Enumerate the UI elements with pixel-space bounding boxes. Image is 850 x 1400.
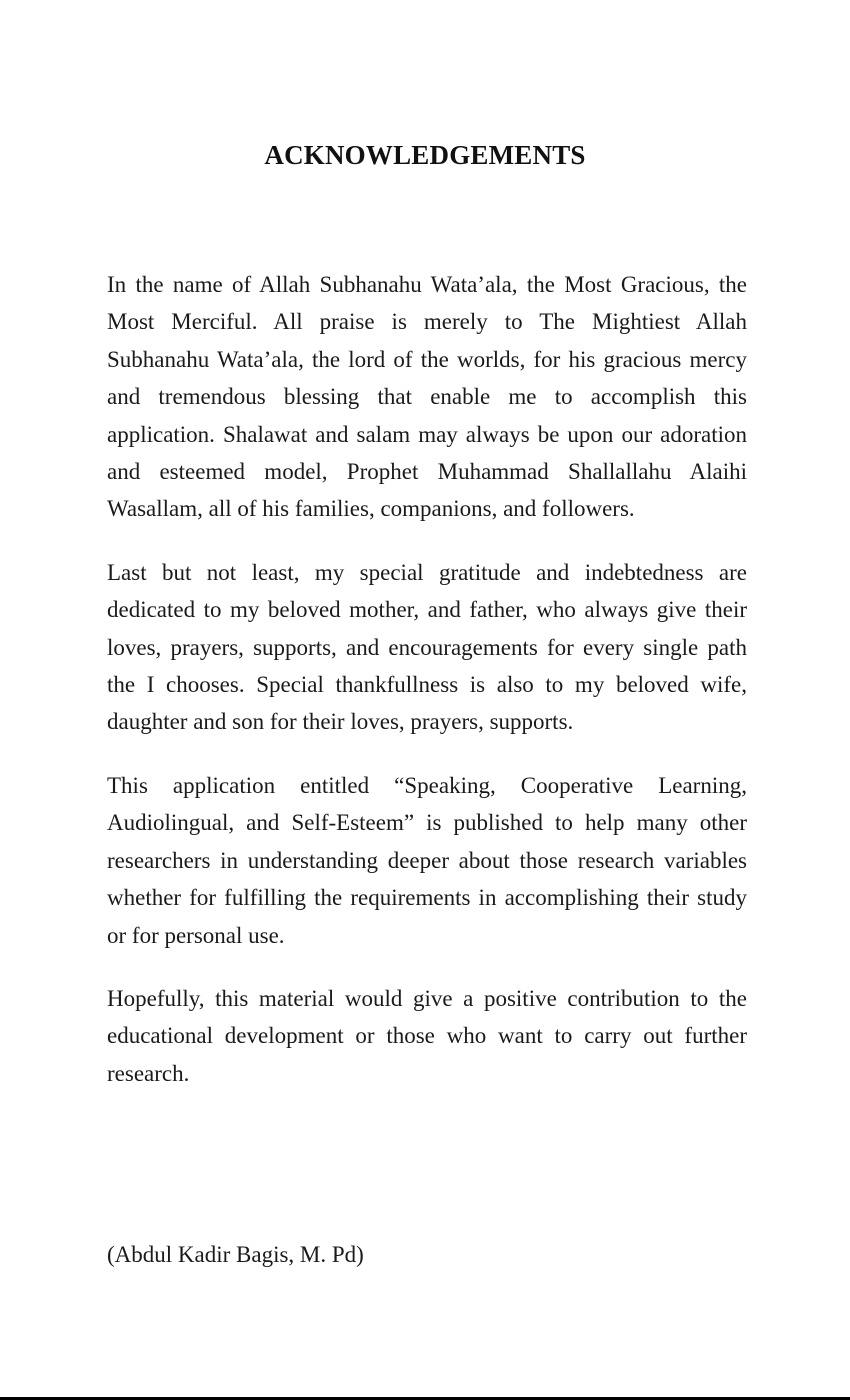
paragraph-purpose: This application entitled “Speaking, Cooperative Learning, Audiolingual, and Self-Esteem” is published to help many other researchers in understanding deeper about those research variables whether for fulfilling the requirements in accomplishing their study or for personal use. <box>107 772 747 948</box>
page-title: ACKNOWLEDGEMENTS <box>264 140 586 170</box>
author-signature: (Abdul Kadir Bagis, M. Pd) <box>107 1242 364 1267</box>
acknowledgement-body <box>107 266 747 1118</box>
paragraph-gratitude: Last but not least, my special gratitude and indebtedness are dedicated to my beloved mother, and father, who always give their loves, prayers, supports, and encouragements for every single path the I chooses. Special thankfullness is also to my beloved wife, daughter and son for their loves, prayers, supports. <box>107 559 747 735</box>
paragraph-closing: Hopefully, this material would give a positive contribution to the educational development or those who want to carry out further research. <box>107 985 747 1086</box>
paragraph-opening: In the name of Allah Subhanahu Wata’ala, the Most Gracious, the Most Merciful. All praise is merely to The Mightiest Allah Subhanahu Wata’ala, the lord of the worlds, for his gracious mercy and tremendous blessing that enable me to accomplish this application. Shalawat and salam may always be upon our adoration and esteemed model, Prophet Muhammad Shallallahu Alaihi Wasallam, all of his families, companions, and followers. <box>107 272 747 522</box>
